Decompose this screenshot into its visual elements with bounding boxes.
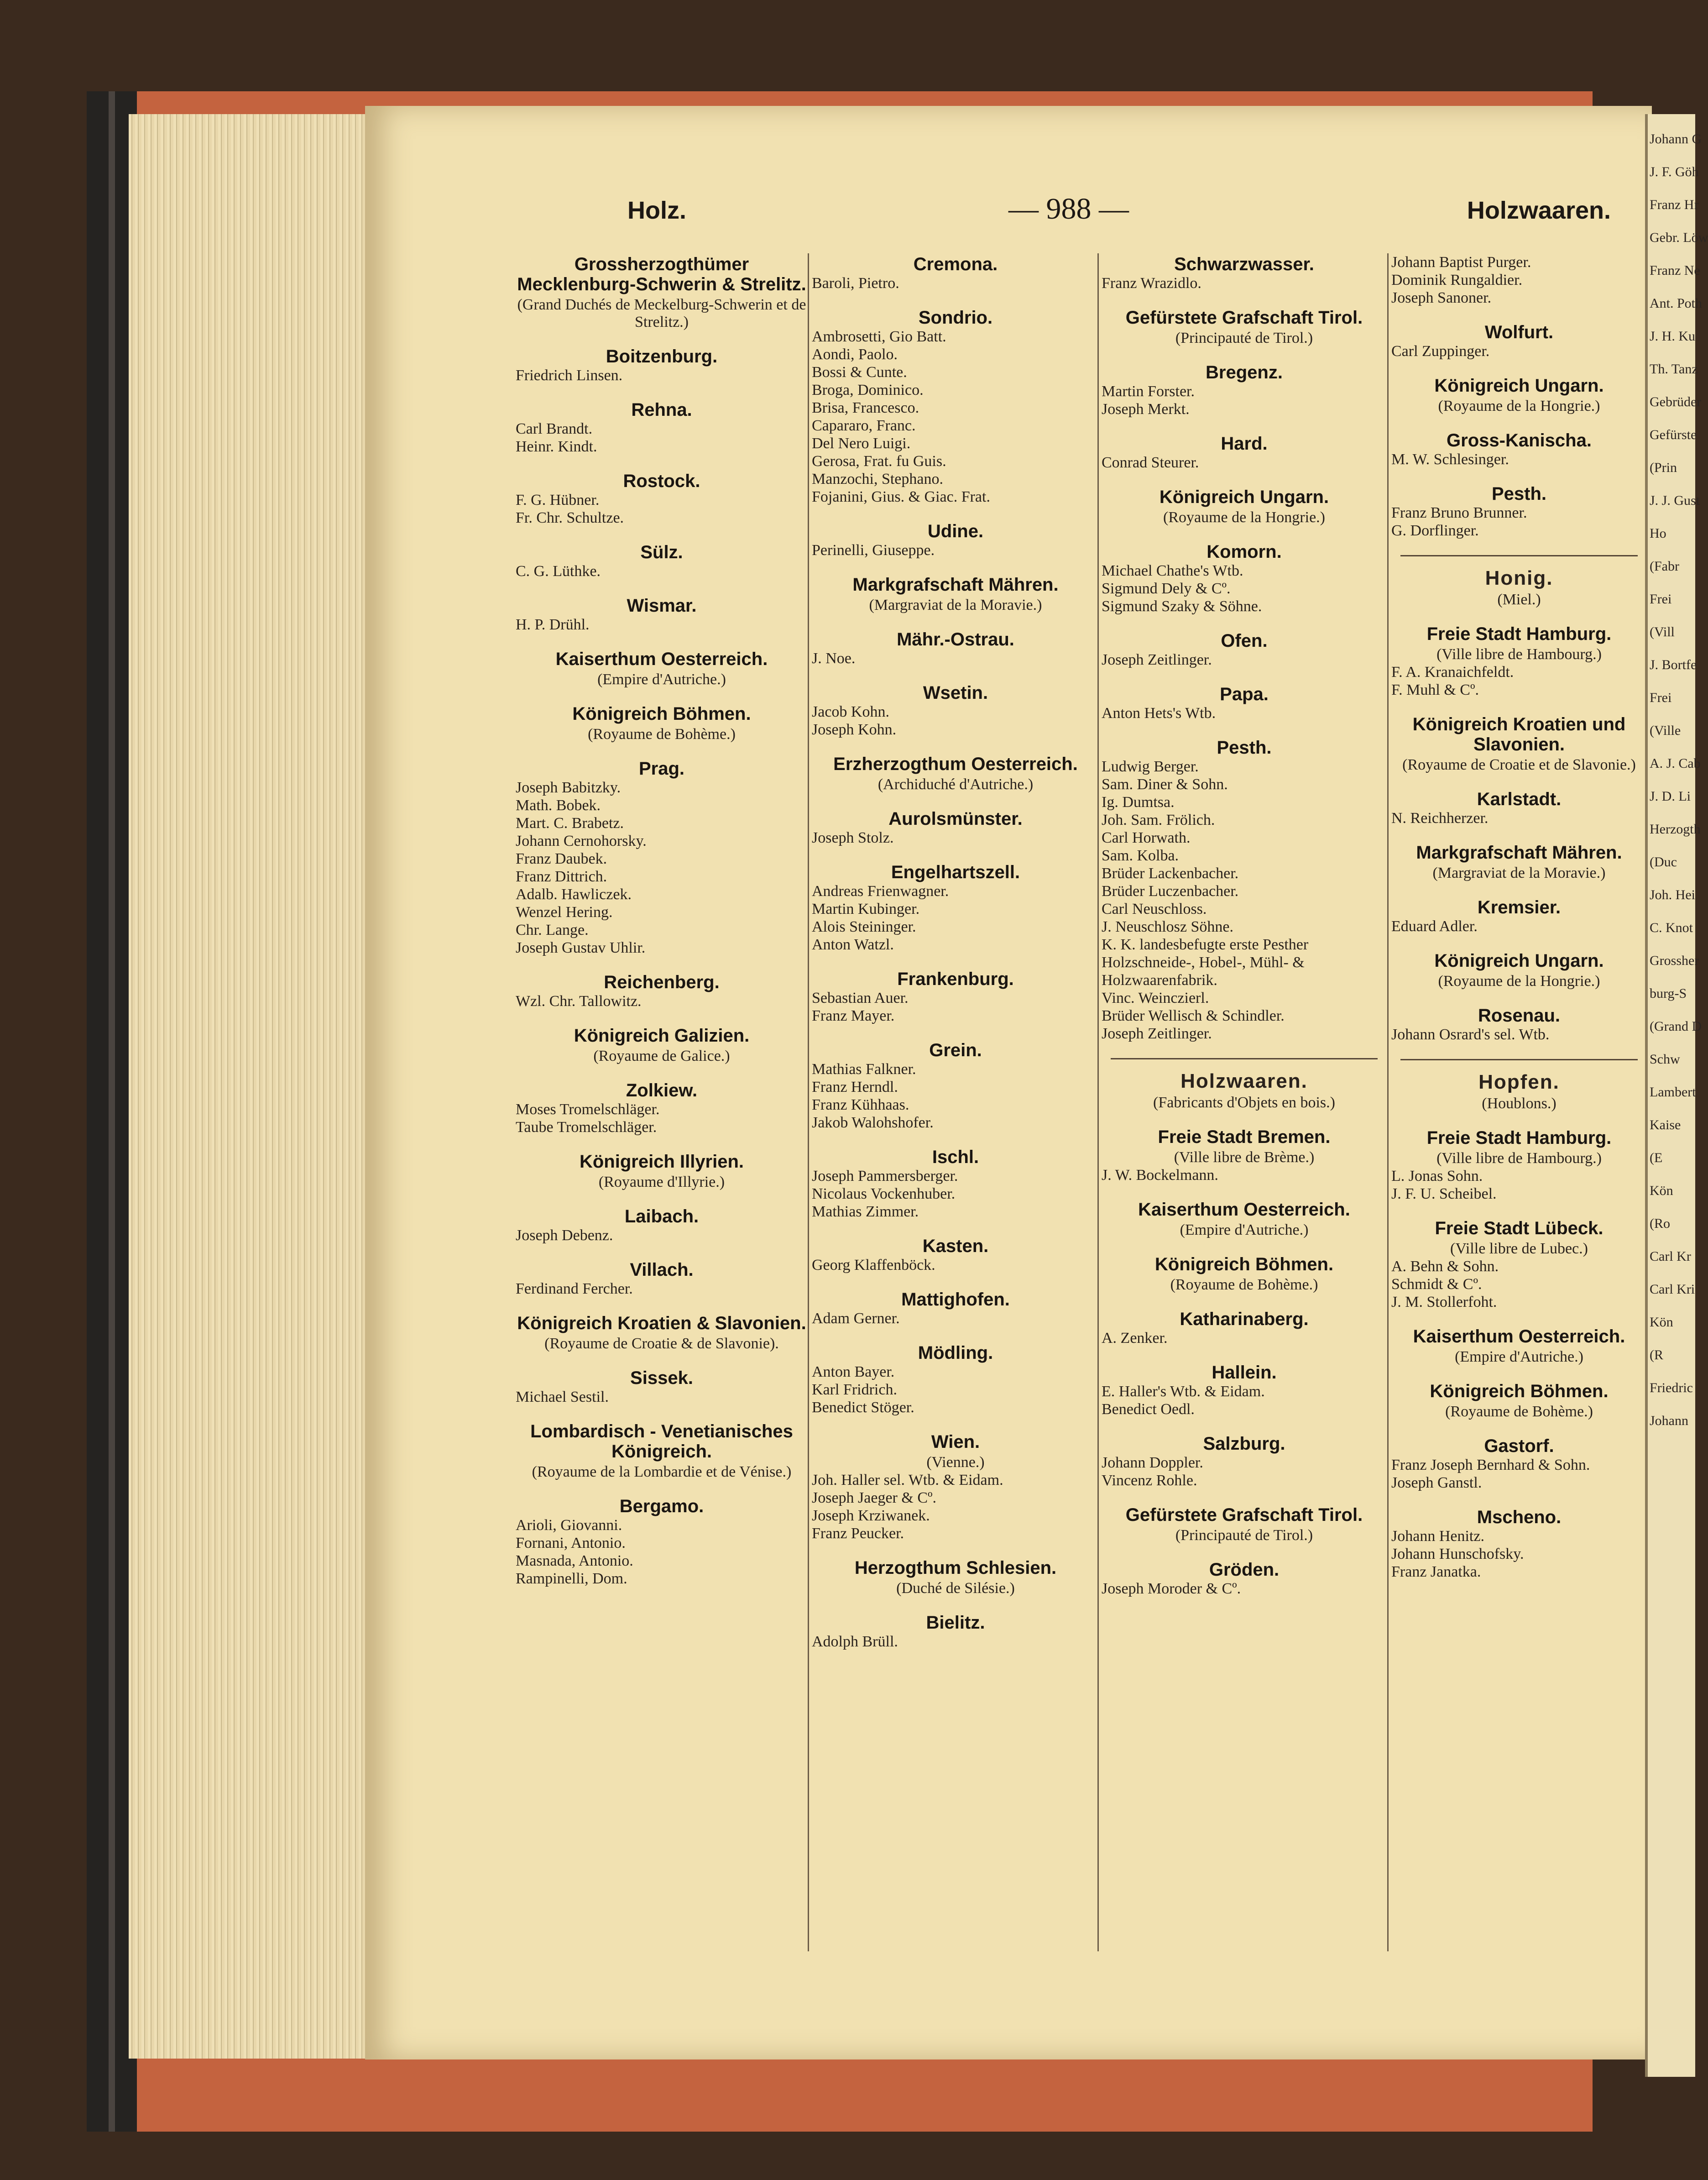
directory-entry: Taube Tromelschläger. <box>516 1119 657 1136</box>
directory-entry: Sigmund Dely & Cº. <box>1102 580 1231 597</box>
next-page-fragment: Th. Tanz <box>1650 362 1698 377</box>
next-page-fragment: Frei <box>1650 690 1672 705</box>
directory-entry: Sebastian Auer. <box>812 990 909 1006</box>
region-subtitle: (Houblons.) <box>1482 1095 1557 1112</box>
directory-entry: Joseph Zeitlinger. <box>1102 1025 1212 1042</box>
directory-entry: Adalb. Hawliczek. <box>516 886 632 903</box>
page-header <box>516 192 1611 233</box>
region-subtitle: (Empire d'Autriche.) <box>1180 1221 1309 1238</box>
region-heading: Mscheno. <box>1477 1507 1562 1527</box>
header-left-title: Holz. <box>627 197 686 224</box>
directory-entry: Johann Henitz. <box>1391 1528 1484 1545</box>
directory-entry: Carl Brandt. <box>516 420 593 437</box>
next-page-fragment: Gebrüder <box>1650 394 1702 409</box>
directory-entry: C. G. Lüthke. <box>516 563 601 580</box>
region-heading: Rehna. <box>631 400 692 420</box>
directory-entry: Joseph Jaeger & Cº. <box>812 1489 937 1506</box>
region-subtitle: (Royaume d'Illyrie.) <box>598 1174 725 1190</box>
directory-entry: Johann Osrard's sel. Wtb. <box>1391 1026 1550 1043</box>
directory-entry: Franz Kühhaas. <box>812 1096 909 1113</box>
directory-entry: Joseph Moroder & Cº. <box>1102 1580 1241 1597</box>
directory-entry: Rampinelli, Dom. <box>516 1570 627 1587</box>
directory-entry: Michael Chathe's Wtb. <box>1102 562 1243 579</box>
directory-entry: Bossi & Cunte. <box>812 364 907 381</box>
next-page-fragment: Carl Kri <box>1650 1282 1695 1297</box>
directory-entry: H. P. Drühl. <box>516 616 590 633</box>
region-heading: Gross-Kanischa. <box>1447 430 1592 451</box>
section-divider <box>1400 1059 1638 1060</box>
region-heading: Villach. <box>630 1260 694 1280</box>
region-heading: Herzogthum Schlesien. <box>854 1558 1057 1578</box>
directory-entry: Aondi, Paolo. <box>812 346 898 363</box>
next-page-fragment: Schw <box>1650 1052 1680 1067</box>
next-page-fragment: (R <box>1650 1347 1663 1362</box>
region-subtitle: (Royaume de Croatie & de Slavonie). <box>544 1335 779 1352</box>
region-heading: Aurolsmünster. <box>888 809 1023 829</box>
column-4 <box>1387 253 1647 1951</box>
directory-entry: Dominik Rungaldier. <box>1391 272 1523 288</box>
region-heading: Königreich Ungarn. <box>1434 951 1604 971</box>
region-heading: Salzburg. <box>1203 1434 1285 1454</box>
region-subtitle: (Royaume de la Hongrie.) <box>1163 509 1325 526</box>
region-heading: Udine. <box>927 521 984 541</box>
directory-entry: Gerosa, Frat. fu Guis. <box>812 453 946 470</box>
region-heading: Königreich Ungarn. <box>1434 376 1604 396</box>
directory-entry: J. M. Stollerfoht. <box>1391 1294 1497 1310</box>
region-subtitle: (Vienne.) <box>926 1454 985 1471</box>
next-page-fragment: Gefürste <box>1650 427 1697 442</box>
region-heading: Boitzenburg. <box>606 346 718 367</box>
next-page-fragment: J. H. Ku <box>1650 329 1696 344</box>
region-subtitle: (Royaume de Bohème.) <box>1170 1276 1318 1293</box>
region-heading: Erzherzogthum Oesterreich. <box>833 754 1078 774</box>
region-subtitle: (Principauté de Tirol.) <box>1175 330 1313 346</box>
region-subtitle: (Ville libre de Brème.) <box>1174 1149 1315 1166</box>
region-heading: Markgrafschaft Mähren. <box>852 575 1059 595</box>
directory-entry: Martin Kubinger. <box>812 901 920 917</box>
region-heading: Königreich Kroatien und Slavonien. <box>1412 714 1626 755</box>
directory-entry: M. W. Schlesinger. <box>1391 451 1509 468</box>
region-heading: Reichenberg. <box>604 972 720 992</box>
next-page-fragment: Kaise <box>1650 1117 1681 1132</box>
next-page-fragment: Ant. Poth <box>1650 296 1703 311</box>
region-heading: Kaiserthum Oesterreich. <box>555 649 768 669</box>
region-heading: Frankenburg. <box>897 969 1014 989</box>
region-heading: Markgrafschaft Mähren. <box>1416 843 1622 863</box>
directory-entry: Vincenz Rohle. <box>1102 1472 1197 1489</box>
region-subtitle: (Miel.) <box>1497 591 1541 608</box>
directory-entry: Joh. Haller sel. Wtb. & Eidam. <box>812 1472 1003 1488</box>
region-subtitle: (Margraviat de la Moravie.) <box>1432 865 1606 881</box>
directory-entry: Ambrosetti, Gio Batt. <box>812 328 946 345</box>
directory-entry: Joseph Gustav Uhlir. <box>516 939 646 956</box>
directory-entry: K. K. landesbefugte erste Pesther Holzschneide-, Hobel-, Mühl- & Holzwaarenfabrik. <box>1102 936 1309 989</box>
next-page-fragment: J. D. Li <box>1650 789 1691 804</box>
directory-entry: Georg Klaffenböck. <box>812 1257 935 1273</box>
region-heading: Pesth. <box>1217 738 1272 758</box>
directory-entry: Fojanini, Gius. & Giac. Frat. <box>812 488 990 505</box>
region-subtitle: (Ville libre de Hambourg.) <box>1436 1150 1602 1167</box>
next-page-fragment: Johann <box>1650 1413 1688 1428</box>
next-page-fragment: (E <box>1650 1150 1663 1165</box>
directory-entry: Joseph Krziwanek. <box>812 1507 930 1524</box>
region-heading: Gefürstete Grafschaft Tirol. <box>1125 1505 1363 1525</box>
region-heading: Sondrio. <box>918 308 993 328</box>
next-page-fragment: Herzogth <box>1650 822 1701 837</box>
region-heading: Hard. <box>1221 434 1268 454</box>
region-heading: Königreich Illyrien. <box>579 1152 744 1172</box>
directory-entry: Joseph Pammersberger. <box>812 1168 958 1184</box>
next-page-fragment: (Grand D <box>1650 1019 1702 1034</box>
category-heading: Holzwaaren. <box>1180 1070 1308 1092</box>
directory-entry: Moses Tromelschläger. <box>516 1101 660 1118</box>
directory-entry: Brüder Lackenbacher. <box>1102 865 1239 882</box>
region-heading: Freie Stadt Hamburg. <box>1426 624 1612 644</box>
region-heading: Karlstadt. <box>1477 789 1562 809</box>
directory-entry: Jacob Kohn. <box>812 703 889 720</box>
next-page-fragment: (Ro <box>1650 1216 1670 1231</box>
column-1 <box>516 253 808 1951</box>
directory-entry: Wenzel Hering. <box>516 904 613 921</box>
directory-entry: Wzl. Chr. Tallowitz. <box>516 993 642 1010</box>
directory-entry: Franz Wrazidlo. <box>1102 275 1201 292</box>
directory-entry: Heinr. Kindt. <box>516 438 597 455</box>
next-page-fragment: (Vill <box>1650 624 1675 639</box>
region-heading: Laibach. <box>624 1206 699 1226</box>
region-heading: Sülz. <box>640 542 683 562</box>
directory-entry: Fr. Chr. Schultze. <box>516 509 624 526</box>
directory-entry: Sigmund Szaky & Söhne. <box>1102 598 1262 615</box>
directory-entry: Joseph Zeitlinger. <box>1102 651 1212 668</box>
region-subtitle: (Fabricants d'Objets en bois.) <box>1153 1094 1335 1111</box>
directory-entry: A. Zenker. <box>1102 1330 1168 1347</box>
region-subtitle: (Empire d'Autriche.) <box>597 671 726 688</box>
region-heading: Kasten. <box>922 1236 989 1256</box>
directory-entry: Joseph Babitzky. <box>516 779 621 796</box>
directory-entry: Anton Watzl. <box>812 936 894 953</box>
next-page-fragment: Ho <box>1650 526 1666 541</box>
next-page-fragment: Kön <box>1650 1183 1673 1198</box>
directory-entry: Arioli, Giovanni. <box>516 1517 622 1534</box>
region-heading: Bergamo. <box>619 1496 704 1516</box>
directory-entry: Joseph Kohn. <box>812 721 897 738</box>
next-page-fragment: Frei <box>1650 592 1672 607</box>
next-page-fragment: Grossher <box>1650 953 1699 968</box>
directory-entry: Joseph Sanoner. <box>1391 289 1492 306</box>
directory-entry: J. Neuschlosz Söhne. <box>1102 918 1233 935</box>
next-page-fragment: Friedric <box>1650 1380 1693 1395</box>
directory-entry: Karl Fridrich. <box>812 1381 897 1398</box>
directory-entry: Johann Baptist Purger. <box>1391 254 1531 271</box>
region-subtitle: (Margraviat de la Moravie.) <box>869 597 1042 613</box>
region-heading: Wien. <box>931 1432 980 1452</box>
region-subtitle: (Principauté de Tirol.) <box>1175 1527 1313 1544</box>
region-subtitle: (Archiduché d'Autriche.) <box>878 776 1034 793</box>
directory-entry: Fornani, Antonio. <box>516 1535 626 1551</box>
region-heading: Schwarzwasser. <box>1174 254 1314 274</box>
region-heading: Rostock. <box>623 471 700 491</box>
directory-entry: Johann Hunschofsky. <box>1391 1546 1524 1562</box>
region-heading: Königreich Kroatien & Slavonien. <box>517 1313 806 1333</box>
next-page-fragment: J. J. Gust <box>1650 493 1700 508</box>
region-heading: Königreich Böhmen. <box>1430 1381 1609 1401</box>
next-page-fragment: Gebr. Löw <box>1650 230 1708 245</box>
directory-entry: Brisa, Francesco. <box>812 399 919 416</box>
directory-entry: E. Haller's Wtb. & Eidam. <box>1102 1383 1265 1400</box>
region-subtitle: (Royaume de la Hongrie.) <box>1438 973 1600 990</box>
region-subtitle: (Ville libre de Lubec.) <box>1450 1240 1588 1257</box>
region-heading: Kaiserthum Oesterreich. <box>1413 1326 1625 1347</box>
directory-entry: Carl Zuppinger. <box>1391 343 1490 360</box>
column-2 <box>808 253 1099 1951</box>
section-divider <box>1400 555 1638 556</box>
region-heading: Königreich Böhmen. <box>572 704 751 724</box>
directory-entry: Del Nero Luigi. <box>812 435 911 452</box>
directory-entry: Michael Sestil. <box>516 1389 609 1405</box>
region-heading: Papa. <box>1220 684 1269 704</box>
directory-entry: Joseph Debenz. <box>516 1227 613 1244</box>
region-heading: Wolfurt. <box>1484 322 1554 342</box>
directory-entry: A. Behn & Sohn. <box>1391 1258 1499 1275</box>
directory-entry: Adolph Brüll. <box>812 1633 898 1650</box>
region-heading: Kremsier. <box>1477 897 1561 917</box>
region-heading: Mähr.-Ostrau. <box>897 629 1014 650</box>
directory-entry: Eduard Adler. <box>1391 918 1478 935</box>
directory-entry: Chr. Lange. <box>516 922 589 938</box>
next-page-edge <box>1645 114 1708 2077</box>
region-heading: Grein. <box>929 1040 982 1060</box>
region-heading: Engelhartszell. <box>891 862 1020 882</box>
directory-entry: L. Jonas Sohn. <box>1391 1168 1483 1184</box>
next-page-fragment: Franz Hr <box>1650 197 1699 212</box>
directory-entry: Perinelli, Giuseppe. <box>812 542 935 559</box>
next-page-fragment: burg-S <box>1650 986 1687 1001</box>
region-heading: Ofen. <box>1221 631 1268 651</box>
region-heading: Königreich Galizien. <box>574 1026 750 1046</box>
region-subtitle: (Royaume de la Lombardie et de Vénise.) <box>532 1463 792 1480</box>
region-heading: Lombardisch - Venetianisches Königreich. <box>530 1421 793 1462</box>
directory-entry: Conrad Steurer. <box>1102 454 1199 471</box>
directory-entry: F. G. Hübner. <box>516 492 600 508</box>
region-heading: Freie Stadt Lübeck. <box>1435 1218 1604 1238</box>
directory-entry: Mart. C. Brabetz. <box>516 815 624 832</box>
next-page-fragment: (Duc <box>1650 854 1677 870</box>
region-heading: Bregenz. <box>1206 362 1283 383</box>
region-heading: Mattighofen. <box>901 1289 1010 1310</box>
directory-entry: N. Reichherzer. <box>1391 810 1489 827</box>
directory-entry: Franz Daubek. <box>516 850 607 867</box>
directory-entry: Andreas Frienwagner. <box>812 883 949 900</box>
directory-entry: Math. Bobek. <box>516 797 601 814</box>
directory-entry: Joseph Ganstl. <box>1391 1474 1482 1491</box>
directory-entry: Franz Herndl. <box>812 1079 898 1095</box>
page-number: — 988 — <box>1008 192 1129 225</box>
directory-entry: F. Muhl & Cº. <box>1391 681 1479 698</box>
category-heading: Honig. <box>1485 567 1553 589</box>
region-heading: Freie Stadt Hamburg. <box>1426 1128 1612 1148</box>
category-heading: Hopfen. <box>1478 1071 1560 1093</box>
next-page-fragment: A. J. Cab <box>1650 756 1701 771</box>
directory-entry: Carl Horwath. <box>1102 829 1191 846</box>
column-3 <box>1097 253 1387 1951</box>
region-subtitle: (Duché de Silésie.) <box>896 1580 1015 1597</box>
next-page-fragment: Lambert <box>1650 1085 1696 1100</box>
region-subtitle: (Royaume de Bohème.) <box>1445 1403 1593 1420</box>
region-heading: Rosenau. <box>1478 1006 1561 1026</box>
directory-entry: Joseph Merkt. <box>1102 401 1190 418</box>
directory-entry: Friedrich Linsen. <box>516 367 623 384</box>
region-heading: Mödling. <box>918 1343 993 1363</box>
region-heading: Freie Stadt Bremen. <box>1158 1127 1331 1147</box>
directory-entry: Joseph Stolz. <box>812 829 894 846</box>
region-heading: Gefürstete Grafschaft Tirol. <box>1125 308 1363 328</box>
next-page-fragment: Kön <box>1650 1315 1673 1330</box>
next-page-fragment: Carl Kr <box>1650 1249 1691 1264</box>
region-heading: Königreich Böhmen. <box>1154 1254 1334 1274</box>
region-subtitle: (Royaume de Bohème.) <box>588 726 736 743</box>
spine-stripe <box>109 91 115 2132</box>
region-heading: Königreich Ungarn. <box>1159 487 1329 507</box>
directory-entry: Sam. Kolba. <box>1102 847 1179 864</box>
header-right-title: Holzwaaren. <box>1467 197 1611 224</box>
directory-entry: F. A. Kranaichfeldt. <box>1391 664 1514 681</box>
directory-entry: Sam. Diner & Sohn. <box>1102 776 1228 793</box>
directory-entry: Ig. Dumtsa. <box>1102 794 1175 811</box>
next-page-fragment: J. Bortfe <box>1650 657 1697 672</box>
directory-entry: Mathias Falkner. <box>812 1061 916 1078</box>
directory-entry: Ludwig Berger. <box>1102 758 1199 775</box>
directory-entry: Vinc. Weinczierl. <box>1102 990 1209 1006</box>
directory-entry: Jakob Walohshofer. <box>812 1114 934 1131</box>
directory-entry: Franz Dittrich. <box>516 868 607 885</box>
region-heading: Grossherzogthümer Mecklenburg-Schwerin & Strelitz. <box>517 254 806 294</box>
region-heading: Kaiserthum Oesterreich. <box>1138 1200 1350 1220</box>
region-heading: Bielitz. <box>926 1613 985 1633</box>
directory-entry: J. W. Bockelmann. <box>1102 1167 1218 1184</box>
directory-entry: Martin Forster. <box>1102 383 1195 400</box>
directory-entry: Joh. Sam. Frölich. <box>1102 812 1215 828</box>
directory-entry: J. Noe. <box>812 650 856 667</box>
next-page-fragment: (Fabr <box>1650 559 1679 574</box>
directory-entry: Adam Gerner. <box>812 1310 900 1327</box>
region-subtitle: (Ville libre de Hambourg.) <box>1436 646 1602 663</box>
region-heading: Hallein. <box>1212 1362 1277 1383</box>
region-subtitle: (Royaume de la Hongrie.) <box>1438 398 1600 414</box>
directory-entry: G. Dorflinger. <box>1391 522 1479 539</box>
directory-entry: Franz Mayer. <box>812 1007 895 1024</box>
directory-entry: Schmidt & Cº. <box>1391 1276 1482 1293</box>
directory-entry: Manzochi, Stephano. <box>812 471 943 487</box>
region-heading: Gastorf. <box>1484 1436 1554 1456</box>
region-subtitle: (Royaume de Galice.) <box>593 1048 730 1064</box>
directory-entry: Ferdinand Fercher. <box>516 1280 633 1297</box>
directory-entry: Anton Hets's Wtb. <box>1102 705 1216 722</box>
region-heading: Pesth. <box>1491 484 1547 504</box>
next-page-fragment: C. Knot <box>1650 920 1693 935</box>
region-subtitle: (Royaume de Croatie et de Slavonie.) <box>1402 756 1636 773</box>
next-page-fragment: Johann G <box>1650 131 1702 147</box>
region-heading: Wismar. <box>627 596 697 616</box>
region-subtitle: (Grand Duchés de Meckelburg-Schwerin et de Strelitz.) <box>517 296 806 330</box>
region-heading: Komorn. <box>1207 542 1282 562</box>
region-heading: Cremona. <box>913 254 998 274</box>
directory-entry: Franz Janatka. <box>1391 1563 1481 1580</box>
directory-entry: Franz Joseph Bernhard & Sohn. <box>1391 1457 1590 1473</box>
directory-entry: Carl Neuschloss. <box>1102 901 1207 917</box>
region-heading: Gröden. <box>1209 1560 1280 1580</box>
next-page-fragment: Joh. Hei <box>1650 887 1695 902</box>
region-heading: Wsetin. <box>923 683 988 703</box>
directory-entry: Masnada, Antonio. <box>516 1552 633 1569</box>
section-divider <box>1111 1058 1378 1059</box>
region-heading: Katharinaberg. <box>1180 1309 1309 1329</box>
directory-entry: Capararo, Franc. <box>812 417 916 434</box>
region-heading: Sissek. <box>630 1368 693 1388</box>
directory-entry: Franz Peucker. <box>812 1525 904 1542</box>
region-subtitle: (Empire d'Autriche.) <box>1455 1348 1583 1365</box>
next-page-fragment: Franz Ne <box>1650 263 1700 278</box>
directory-entry: Broga, Dominico. <box>812 382 924 398</box>
directory-entry: Benedict Stöger. <box>812 1399 914 1416</box>
directory-entry: Nicolaus Vockenhuber. <box>812 1185 956 1202</box>
directory-entry: Mathias Zimmer. <box>812 1203 919 1220</box>
directory-entry: Alois Steininger. <box>812 918 916 935</box>
directory-entry: Anton Bayer. <box>812 1363 895 1380</box>
directory-entry: Franz Bruno Brunner. <box>1391 504 1527 521</box>
directory-entry: Johann Doppler. <box>1102 1454 1203 1471</box>
next-page-fragment: J. F. Göh <box>1650 164 1699 179</box>
directory-entry: Baroli, Pietro. <box>812 275 899 292</box>
directory-entry: J. F. U. Scheibel. <box>1391 1185 1497 1202</box>
region-heading: Zolkiew. <box>626 1080 698 1100</box>
region-heading: Prag. <box>638 759 685 779</box>
directory-entry: Benedict Oedl. <box>1102 1401 1195 1418</box>
region-heading: Ischl. <box>932 1147 979 1167</box>
next-page-fragment: (Prin <box>1650 460 1677 475</box>
next-page-fragment: (Ville <box>1650 723 1681 738</box>
directory-entry: Johann Cernohorsky. <box>516 833 647 849</box>
page-edges <box>129 114 396 2059</box>
directory-entry: Brüder Luczenbacher. <box>1102 883 1239 900</box>
directory-entry: Brüder Wellisch & Schindler. <box>1102 1007 1285 1024</box>
